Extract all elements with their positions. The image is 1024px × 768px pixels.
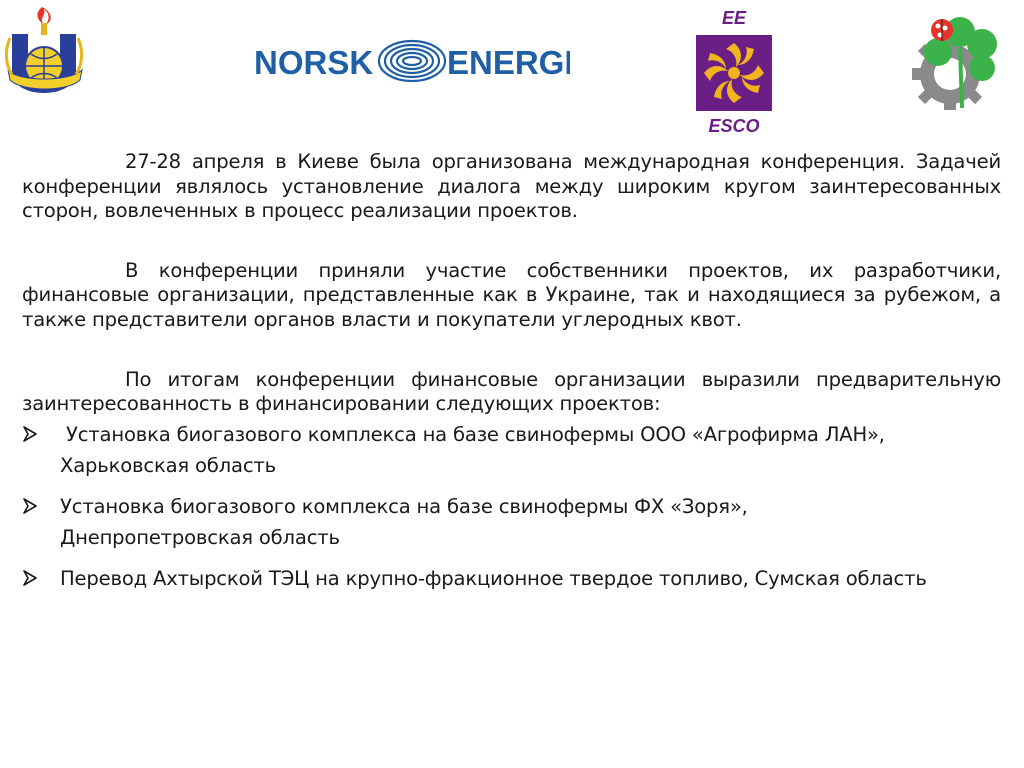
paragraph-results-text: По итогам конференции финансовые организации выразили предварительную заинтересованность в финансировании следующих проектов: — [22, 367, 1001, 416]
list-item — [22, 491, 1001, 553]
list-item-line1: Установка биогазового комплекса на базе свинофермы ФХ «Зоря», — [60, 494, 748, 518]
paragraph-intro-text: 27-28 апреля в Киеве была организована международная конференция. Задачей конференции являлось установление диалога между широким кругом заинтересованных сторон, вовлеченных в процесс реализации проектов. — [22, 150, 1001, 223]
list-item-line1: Установка биогазового комплекса на базе свинофермы ООО «Агрофирма ЛАН», — [60, 422, 885, 446]
main-content — [22, 150, 1001, 604]
arrowhead-bullet-icon — [22, 563, 60, 594]
clover-gear-icon — [904, 8, 1016, 112]
paragraph-results — [22, 368, 1001, 417]
list-item-line2: Днепропетровская область — [60, 525, 340, 549]
list-item-text — [60, 491, 1001, 553]
list-item-text — [60, 563, 1001, 594]
norsk-energi-logo — [252, 38, 570, 84]
project-list — [22, 419, 1001, 594]
list-item-line2: Харьковская область — [60, 453, 276, 477]
norsk-wordmark-left: NORSK — [254, 44, 374, 81]
rings-icon — [379, 41, 445, 81]
sun-swirl-icon — [696, 35, 772, 111]
clover-gear-logo — [904, 8, 1016, 112]
list-item-text — [60, 419, 1001, 481]
paragraph-participants-text: В конференции приняли участие собственники проектов, их разработчики, финансовые организации, представленные как в Украине, так и находящиеся за рубежом, а также представители органов власти и покупатели углеродных квот. — [22, 258, 1001, 331]
arrowhead-bullet-icon — [22, 419, 60, 450]
university-emblem-icon — [4, 4, 86, 108]
paragraph-intro — [22, 150, 1001, 224]
esco-label: ESCO — [708, 116, 760, 136]
university-logo — [4, 4, 86, 108]
paragraph-participants — [22, 259, 1001, 333]
ee-esco-logo — [692, 8, 776, 136]
list-item — [22, 563, 1001, 594]
list-item — [22, 419, 1001, 481]
arrowhead-bullet-icon — [22, 491, 60, 522]
norsk-wordmark-right: ENERGI — [447, 44, 570, 81]
ee-label: EE — [721, 8, 746, 28]
list-item-line1: Перевод Ахтырской ТЭЦ на крупно-фракционное твердое топливо, Сумская область — [60, 566, 927, 590]
